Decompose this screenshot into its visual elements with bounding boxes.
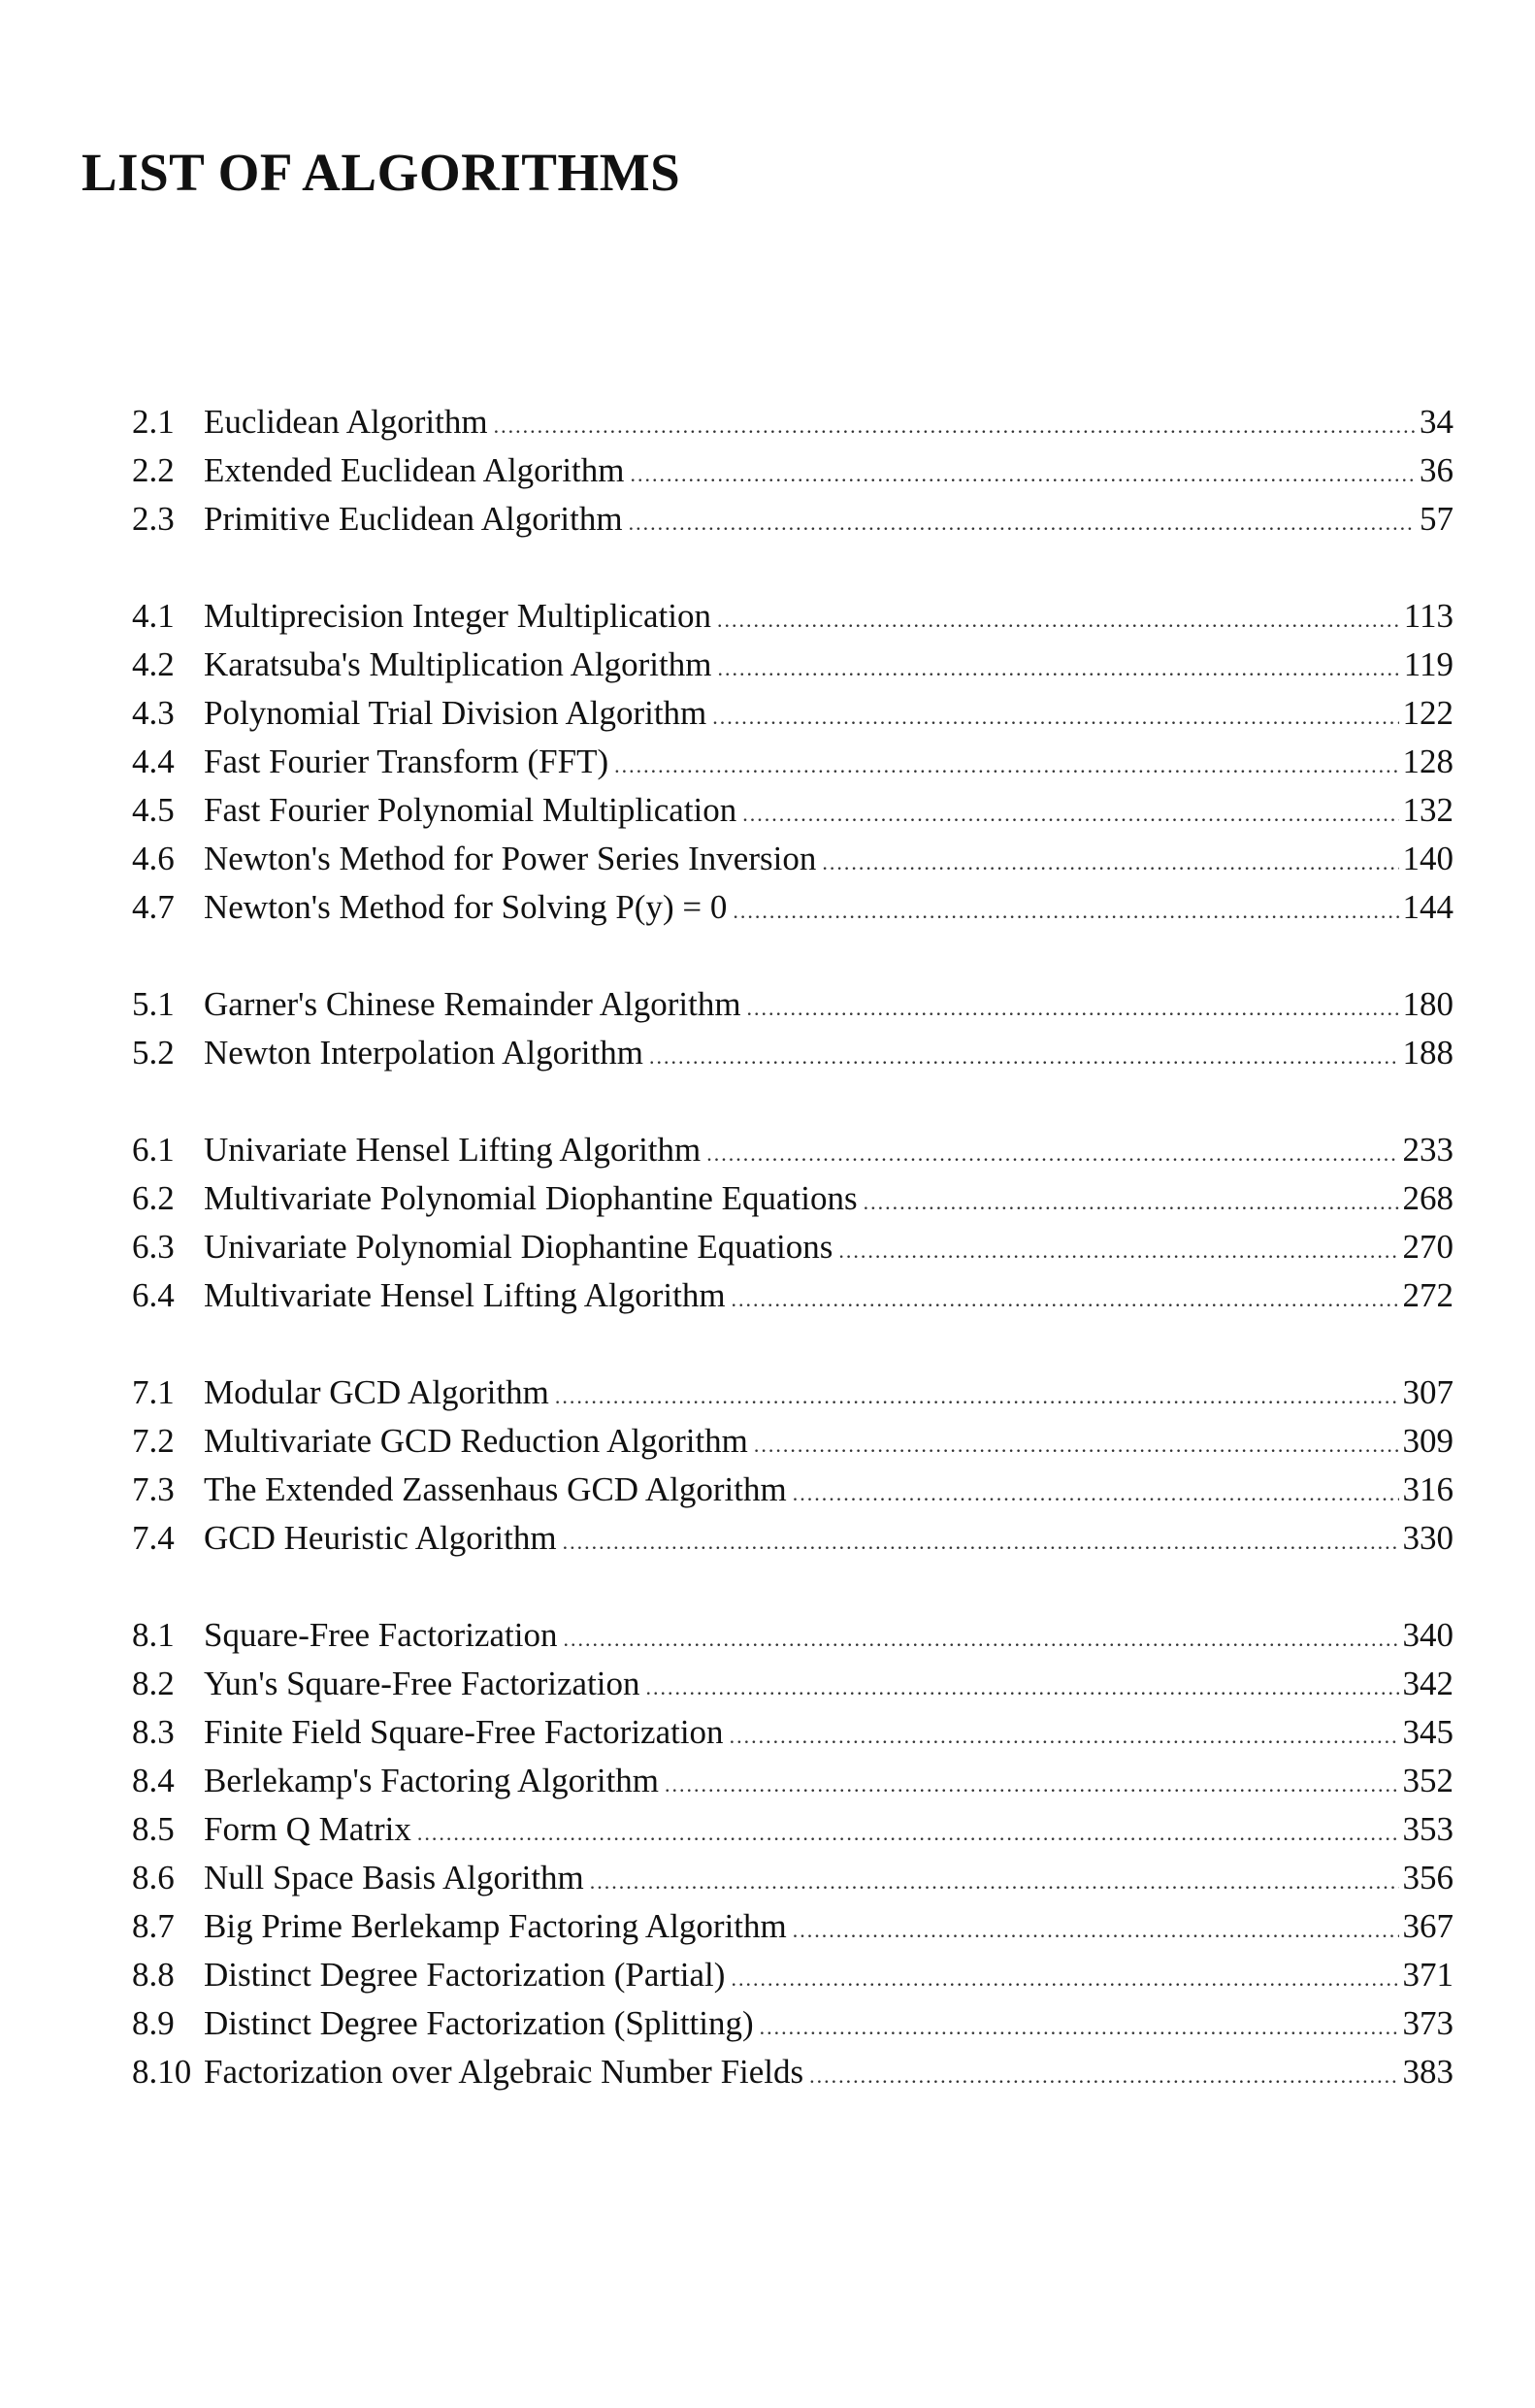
page-number: 233: [1402, 1131, 1453, 1169]
dot-leader: [494, 402, 1416, 450]
algorithm-title: Modular GCD Algorithm: [204, 1373, 549, 1411]
algorithm-number: 5.1: [132, 985, 175, 1023]
algorithm-title: Factorization over Algebraic Number Fields: [204, 2053, 804, 2091]
page-number: 188: [1402, 1034, 1453, 1072]
page-number: 367: [1402, 1907, 1453, 1945]
algorithm-entry: [132, 495, 1453, 544]
algorithm-group: [132, 398, 1453, 544]
dot-leader: [838, 1227, 1398, 1275]
algorithm-number: 6.4: [132, 1276, 175, 1314]
dot-leader: [760, 2003, 1399, 2052]
algorithm-title: Distinct Degree Factorization (Splitting): [204, 2004, 754, 2042]
algorithm-entry: [132, 1514, 1453, 1563]
algorithm-entry: [132, 786, 1453, 835]
page-number: 113: [1403, 597, 1453, 635]
page-number: 140: [1402, 840, 1453, 877]
algorithm-title: Extended Euclidean Algorithm: [204, 451, 625, 489]
algorithm-group: [132, 1611, 1453, 2096]
algorithm-number: 8.4: [132, 1762, 175, 1799]
dot-leader: [665, 1761, 1398, 1809]
algorithm-number: 7.2: [132, 1422, 175, 1460]
algorithm-number: 6.1: [132, 1131, 175, 1169]
page-number: 144: [1402, 888, 1453, 926]
algorithm-entry: [132, 689, 1453, 738]
dot-leader: [864, 1178, 1399, 1227]
algorithm-entry: [132, 1223, 1453, 1271]
algorithm-title: Distinct Degree Factorization (Partial): [204, 1956, 726, 1994]
algorithm-title: Finite Field Square-Free Factorization: [204, 1713, 724, 1751]
algorithm-number: 4.3: [132, 694, 175, 732]
algorithm-entry: [132, 1029, 1453, 1077]
page-number: 356: [1402, 1859, 1453, 1897]
algorithm-entry: [132, 446, 1453, 495]
algorithm-title: Multivariate Polynomial Diophantine Equations: [204, 1179, 858, 1217]
algorithm-entry: [132, 1466, 1453, 1514]
algorithm-title: Polynomial Trial Division Algorithm: [204, 694, 707, 732]
algorithm-title: Multiprecision Integer Multiplication: [204, 597, 711, 635]
page-number: 373: [1402, 2004, 1453, 2042]
algorithm-number: 2.1: [132, 403, 175, 441]
page-number: 36: [1420, 451, 1453, 489]
algorithm-number: 6.2: [132, 1179, 175, 1217]
algorithm-entry: [132, 1126, 1453, 1174]
algorithm-entry: [132, 1611, 1453, 1660]
page-number: 316: [1402, 1470, 1453, 1508]
algorithm-number: 8.8: [132, 1956, 175, 1994]
page-number: 268: [1402, 1179, 1453, 1217]
algorithm-title: Karatsuba's Multiplication Algorithm: [204, 645, 712, 683]
algorithm-number: 4.2: [132, 645, 175, 683]
dot-leader: [629, 499, 1416, 547]
algorithm-number: 8.2: [132, 1665, 175, 1702]
algorithm-number: 5.2: [132, 1034, 175, 1072]
algorithm-entry: [132, 641, 1453, 689]
algorithm-title: Primitive Euclidean Algorithm: [204, 500, 623, 538]
page-number: 352: [1402, 1762, 1453, 1799]
algorithm-title: Multivariate Hensel Lifting Algorithm: [204, 1276, 726, 1314]
algorithm-entry: [132, 1854, 1453, 1902]
algorithm-group: [132, 980, 1453, 1077]
dot-leader: [747, 984, 1399, 1033]
dot-leader: [706, 1130, 1398, 1178]
algorithm-title: Berlekamp's Factoring Algorithm: [204, 1762, 660, 1799]
page-title: LIST OF ALGORITHMS: [82, 143, 681, 202]
dot-leader: [742, 790, 1398, 839]
algorithm-entry: [132, 1369, 1453, 1417]
algorithm-title: Yun's Square-Free Factorization: [204, 1665, 640, 1702]
dot-leader: [793, 1469, 1399, 1518]
dot-leader: [631, 450, 1416, 499]
page-number: 353: [1402, 1810, 1453, 1848]
algorithm-title: Univariate Hensel Lifting Algorithm: [204, 1131, 702, 1169]
algorithm-list: [132, 398, 1453, 2145]
algorithm-group: [132, 1126, 1453, 1320]
algorithm-title: Euclidean Algorithm: [204, 403, 488, 441]
dot-leader: [793, 1906, 1399, 1955]
algorithm-entry: [132, 1660, 1453, 1708]
dot-leader: [733, 887, 1398, 936]
page-number: 307: [1402, 1373, 1453, 1411]
algorithm-number: 8.3: [132, 1713, 175, 1751]
dot-leader: [614, 742, 1398, 790]
algorithm-title: Null Space Basis Algorithm: [204, 1859, 584, 1897]
algorithm-title: Big Prime Berlekamp Factoring Algorithm: [204, 1907, 787, 1945]
algorithm-number: 8.7: [132, 1907, 175, 1945]
algorithm-entry: [132, 2048, 1453, 2096]
dot-leader: [730, 1712, 1399, 1761]
page-number: 119: [1403, 645, 1453, 683]
page-number: 122: [1402, 694, 1453, 732]
algorithm-entry: [132, 1271, 1453, 1320]
algorithm-title: Square-Free Factorization: [204, 1616, 558, 1654]
algorithm-number: 7.1: [132, 1373, 175, 1411]
dot-leader: [590, 1858, 1399, 1906]
algorithm-entry: [132, 398, 1453, 446]
algorithm-number: 8.5: [132, 1810, 175, 1848]
algorithm-group: [132, 1369, 1453, 1563]
algorithm-number: 4.4: [132, 742, 175, 780]
algorithm-title: Newton Interpolation Algorithm: [204, 1034, 643, 1072]
page-number: 132: [1402, 791, 1453, 829]
dot-leader: [712, 693, 1398, 742]
algorithm-entry: [132, 738, 1453, 786]
algorithm-entry: [132, 1757, 1453, 1805]
algorithm-title: Garner's Chinese Remainder Algorithm: [204, 985, 741, 1023]
algorithm-number: 8.6: [132, 1859, 175, 1897]
algorithm-entry: [132, 980, 1453, 1029]
dot-leader: [649, 1033, 1399, 1081]
algorithm-number: 6.3: [132, 1228, 175, 1266]
dot-leader: [754, 1421, 1399, 1469]
page-number: 57: [1420, 500, 1453, 538]
dot-leader: [717, 644, 1399, 693]
page-number: 128: [1402, 742, 1453, 780]
algorithm-title: Fast Fourier Polynomial Multiplication: [204, 791, 737, 829]
algorithm-title: Univariate Polynomial Diophantine Equations: [204, 1228, 833, 1266]
page-number: 345: [1402, 1713, 1453, 1751]
algorithm-number: 8.10: [132, 2053, 192, 2091]
algorithm-title: Fast Fourier Transform (FFT): [204, 742, 609, 780]
dot-leader: [809, 2052, 1398, 2100]
page-number: 340: [1402, 1616, 1453, 1654]
algorithm-number: 4.5: [132, 791, 175, 829]
algorithm-entry: [132, 1902, 1453, 1951]
page-number: 309: [1402, 1422, 1453, 1460]
algorithm-number: 7.3: [132, 1470, 175, 1508]
dot-leader: [563, 1518, 1399, 1567]
dot-leader: [731, 1955, 1398, 2003]
algorithm-number: 8.1: [132, 1616, 175, 1654]
algorithm-number: 8.9: [132, 2004, 175, 2042]
page-number: 270: [1402, 1228, 1453, 1266]
algorithm-title: Multivariate GCD Reduction Algorithm: [204, 1422, 748, 1460]
algorithm-entry: [132, 1417, 1453, 1466]
algorithm-number: 4.7: [132, 888, 175, 926]
dot-leader: [555, 1372, 1399, 1421]
page-number: 383: [1402, 2053, 1453, 2091]
algorithm-entry: [132, 835, 1453, 883]
page-number: 371: [1402, 1956, 1453, 1994]
algorithm-entry: [132, 1708, 1453, 1757]
algorithm-number: 4.1: [132, 597, 175, 635]
dot-leader: [417, 1809, 1399, 1858]
algorithm-entry: [132, 1951, 1453, 1999]
algorithm-number: 2.2: [132, 451, 175, 489]
algorithm-entry: [132, 1999, 1453, 2048]
algorithm-title: The Extended Zassenhaus GCD Algorithm: [204, 1470, 787, 1508]
algorithm-title: GCD Heuristic Algorithm: [204, 1519, 557, 1557]
algorithm-entry: [132, 1174, 1453, 1223]
algorithm-group: [132, 592, 1453, 932]
dot-leader: [563, 1615, 1398, 1664]
algorithm-title: Newton's Method for Solving P(y) = 0: [204, 888, 728, 926]
algorithm-title: Newton's Method for Power Series Inversion: [204, 840, 817, 877]
dot-leader: [717, 596, 1400, 644]
algorithm-number: 4.6: [132, 840, 175, 877]
algorithm-entry: [132, 592, 1453, 641]
algorithm-title: Form Q Matrix: [204, 1810, 411, 1848]
page-number: 330: [1402, 1519, 1453, 1557]
page-number: 272: [1402, 1276, 1453, 1314]
dot-leader: [646, 1664, 1399, 1712]
dot-leader: [732, 1275, 1399, 1324]
algorithm-entry: [132, 1805, 1453, 1854]
algorithm-number: 7.4: [132, 1519, 175, 1557]
dot-leader: [822, 839, 1398, 887]
algorithm-entry: [132, 883, 1453, 932]
algorithm-number: 2.3: [132, 500, 175, 538]
page-number: 342: [1402, 1665, 1453, 1702]
page-number: 180: [1402, 985, 1453, 1023]
page-number: 34: [1420, 403, 1453, 441]
